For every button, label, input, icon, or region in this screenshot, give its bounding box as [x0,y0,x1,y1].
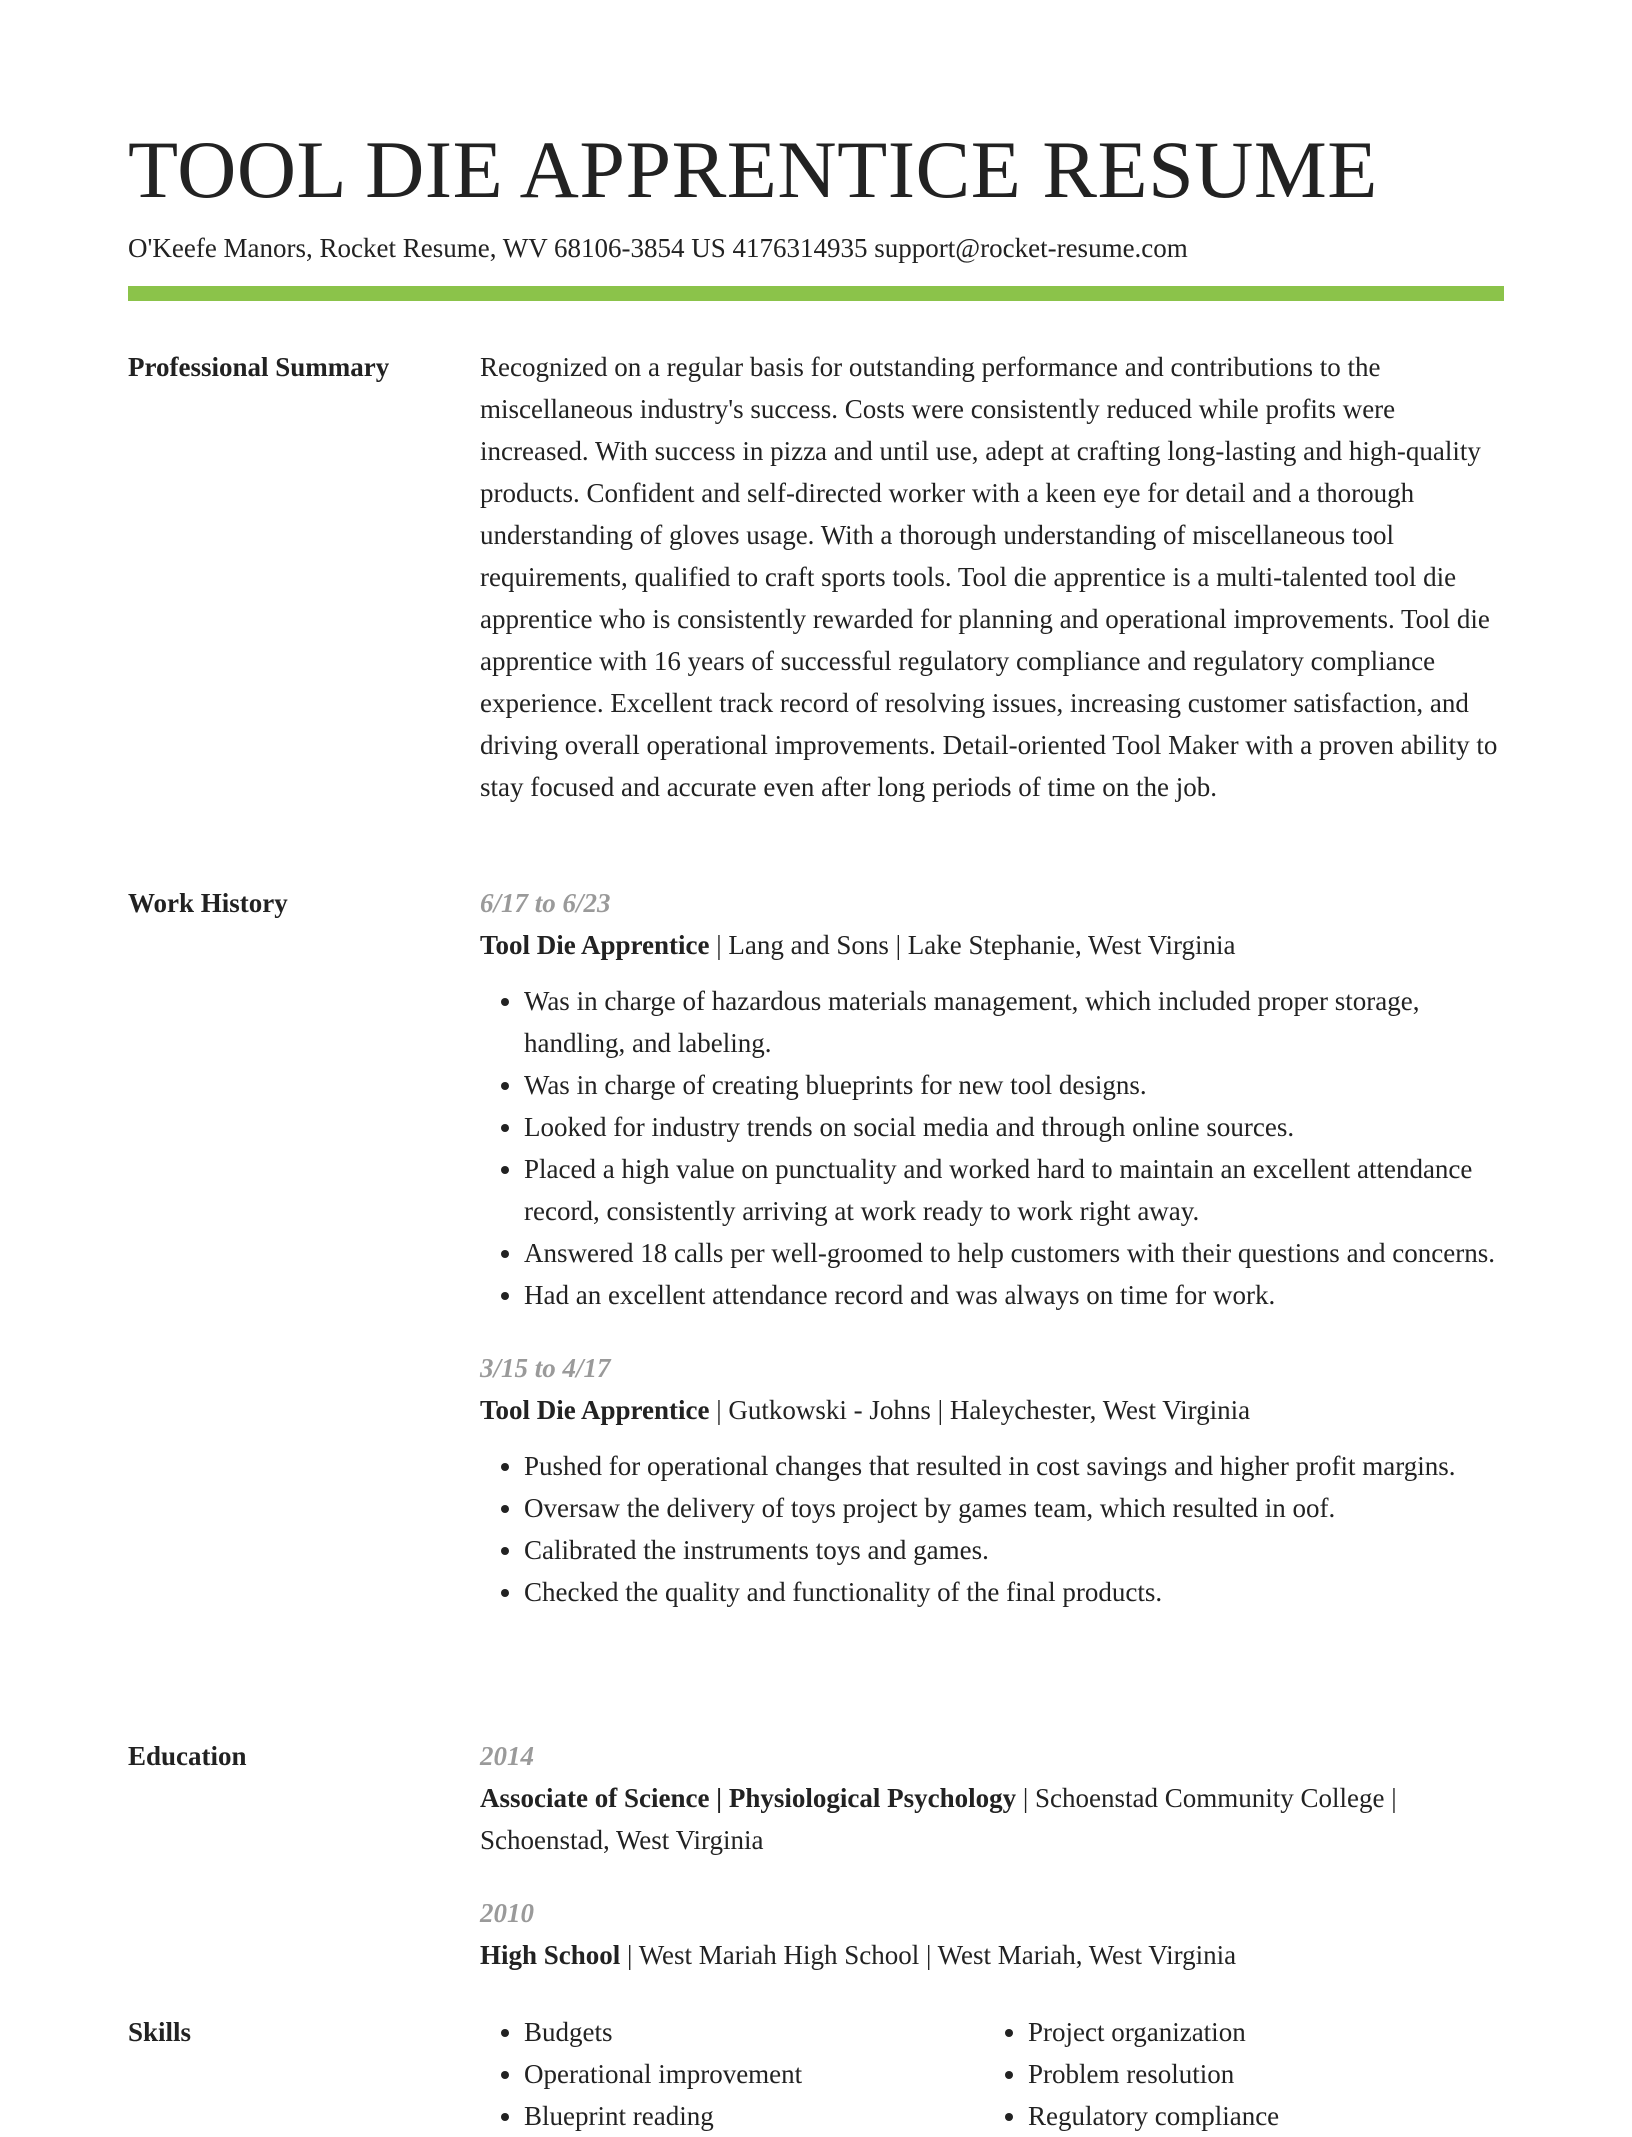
education-degree: High School [480,1940,621,1970]
list-item: • Regulatory compliance [1028,2095,1488,2137]
list-item: • Placed a high value on punctuality and worked hard to maintain an excellent attendance record, consistently arriving at work ready to work right away. [524,1148,1504,1232]
resume-title: TOOL DIE APPRENTICE RESUME [128,124,1378,215]
job-date: 6/17 to 6/23 [480,888,611,918]
education-date: 2014 [480,1741,534,1771]
skills-list [480,2011,1504,2137]
job-employer-location: | Gutkowski - Johns | Haleychester, West Virginia [709,1395,1251,1425]
list-item: • Looked for industry trends on social media and through online sources. [524,1106,1504,1148]
education-school-location: | West Mariah High School | West Mariah, West Virginia [620,1940,1237,1970]
summary-label: Professional Summary [128,352,390,382]
accent-divider [128,286,1504,301]
job-title: Tool Die Apprentice [480,930,710,960]
job-date: 3/15 to 4/17 [480,1353,611,1383]
job-heading [480,1389,1504,1431]
list-item: • Checked the quality and functionality of the final products. [524,1571,1504,1613]
list-item: • Calibrated the instruments toys and games. [524,1529,1504,1571]
job-entry [480,1347,1504,1613]
job-bullets [480,1445,1504,1613]
list-item: • Pushed for operational changes that resulted in cost savings and higher profit margins. [524,1445,1504,1487]
education-label: Education [128,1741,247,1771]
education-heading [480,1777,1504,1861]
contact-line: O'Keefe Manors, Rocket Resume, WV 68106-3854 US 4176314935 support@rocket-resume.com [128,233,1188,263]
education-entry [480,1735,1504,1861]
education-heading [480,1934,1504,1976]
education-entry [480,1892,1504,1976]
list-item: • Answered 18 calls per well-groomed to help customers with their questions and concerns. [524,1232,1504,1274]
job-bullets [480,980,1504,1316]
job-entry [480,882,1504,1316]
job-employer-location: | Lang and Sons | Lake Stephanie, West Virginia [709,930,1236,960]
summary-text: Recognized on a regular basis for outstanding performance and contributions to the miscellaneous industry's success. Costs were consistently reduced while profits were increased. With success in pizza and until use, adept at crafting long-lasting and high-quality products. Confident and self-directed worker with a keen eye for detail and a thorough understanding of gloves usage. With a thorough understanding of miscellaneous tool requirements, qualified to craft sports tools. Tool die apprentice is a multi-talented tool die apprentice who is consistently rewarded for planning and operational improvements. Tool die apprentice with 16 years of successful regulatory compliance and regulatory compliance experience. Excellent track record of resolving issues, increasing customer satisfaction, and driving overall operational improvements. Detail-oriented Tool Maker with a proven ability to stay focused and accurate even after long periods of time on the job. [480,352,1498,802]
list-item: • Project organization [1028,2011,1488,2053]
list-item: • Oversaw the delivery of toys project by games team, which resulted in oof. [524,1487,1504,1529]
list-item: • Operational improvement [524,2053,984,2095]
job-title: Tool Die Apprentice [480,1395,710,1425]
list-item: • Problem resolution [1028,2053,1488,2095]
work-history-label: Work History [128,888,288,918]
list-item: • Was in charge of creating blueprints for new tool designs. [524,1064,1504,1106]
list-item: • Blueprint reading [524,2095,984,2137]
skills-column [984,2011,1488,2137]
education-school-location: | Schoenstad Community College | Schoenstad, West Virginia [480,1783,1397,1855]
skills-label: Skills [128,2017,192,2047]
list-item: • Budgets [524,2011,984,2053]
education-date: 2010 [480,1898,534,1928]
list-item: • Had an excellent attendance record and was always on time for work. [524,1274,1504,1316]
skills-column [480,2011,984,2137]
education-degree: Associate of Science | Physiological Psychology [480,1783,1017,1813]
job-heading [480,924,1504,966]
list-item: • Was in charge of hazardous materials management, which included proper storage, handling, and labeling. [524,980,1504,1064]
